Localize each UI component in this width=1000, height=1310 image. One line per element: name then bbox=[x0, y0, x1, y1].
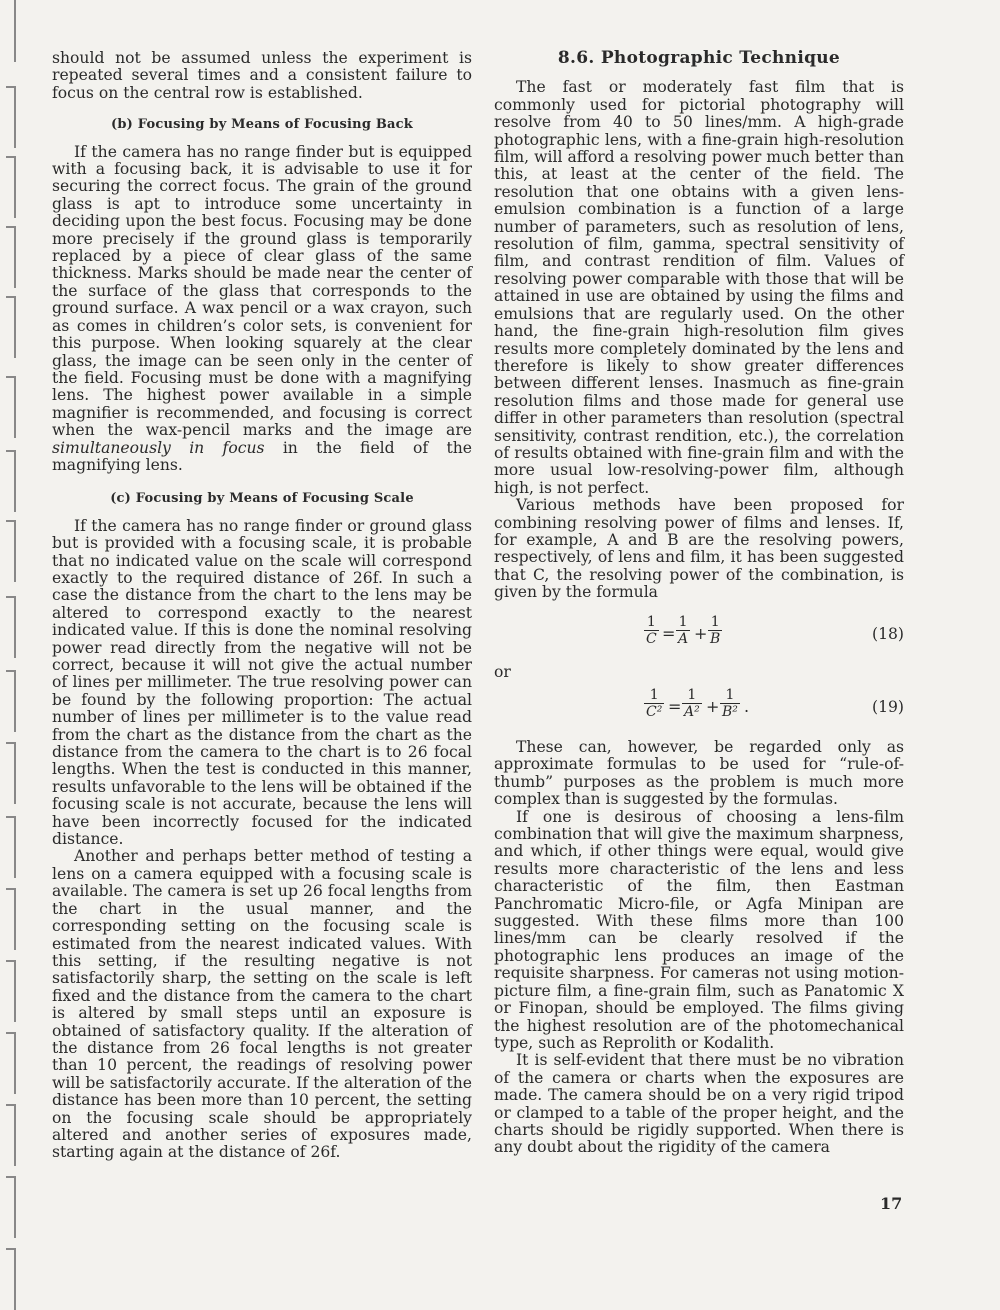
formula-18 bbox=[494, 614, 904, 658]
binding-ring bbox=[6, 0, 22, 62]
binding-ring bbox=[6, 816, 22, 878]
binding-ring bbox=[6, 86, 22, 148]
left-column bbox=[52, 50, 472, 1162]
binding-ring bbox=[6, 888, 22, 950]
binding-ring bbox=[6, 1248, 22, 1310]
fraction-one-over-b-squared: $\frac{1}{\text{B²}}$ bbox=[722, 687, 738, 720]
equals-sign: = bbox=[662, 623, 676, 643]
paragraph-intro: should not be assumed unless the experiment is repeated several times and a consistent failure to focus on the central row is established. bbox=[52, 49, 472, 102]
plus-sign: + bbox=[694, 623, 708, 643]
equation-number: (18) bbox=[871, 624, 904, 643]
binding-ring bbox=[6, 376, 22, 438]
binding-ring bbox=[6, 742, 22, 804]
binding-ring bbox=[6, 1104, 22, 1166]
binding-ring bbox=[6, 596, 22, 658]
binding-ring bbox=[6, 156, 22, 218]
fraction-one-over-c: $\frac{1}{C}$ bbox=[646, 613, 657, 647]
binding-ring bbox=[6, 450, 22, 512]
paragraph-lens-film: If one is desirous of choosing a lens-film combination that will give the maximum sharpness, and which, if other things were equal, would give results more characteristic of the lens and less characteristic of the film, then Eastman Panchromatic Micro-file, or Agfa Minipan are suggested. With these films more than 100 lines/mm can be clearly resolved if the photographic lens produces an image of the requisite sharpness. For cameras not using motion-picture film, a fine-grain film, such as Panatomic X or Finopan, should be employed. The films giving the highest resolution are of the photomechanical type, such as Reprolith or Kodalith. bbox=[494, 807, 904, 1052]
fraction-one-over-b: $\frac{1}{B}$ bbox=[710, 613, 721, 647]
binding-ring bbox=[6, 670, 22, 732]
period: . bbox=[744, 697, 750, 716]
binding-ring bbox=[6, 960, 22, 1022]
paragraph-another-method: Another and perhaps better method of testing a lens on a camera equipped with a focusing scale is available. The camera is set up 26 focal lengths from the chart in the usual manner, and the corresponding setting on the focusing scale is estimated from the nearest indicated values. With this setting, if the resulting negative is not satisfactorily sharp, the setting on the scale is left fixed and the distance from the camera to the chart is altered by small steps until an exposure is obtained of satisfactory quality. If the alteration of the distance from 26 focal lengths is not greater than 10 percent, the readings of resolving power will be satisfactorily accurate. If the alteration of the distance has been more than 10 percent, the setting on the focusing scale should be appropriately altered and another series of exposures made, starting again at the distance of 26f. bbox=[52, 847, 472, 1162]
heading-focusing-scale: (c) Focusing by Means of Focusing Scale bbox=[110, 491, 414, 507]
equals-sign: = bbox=[668, 697, 682, 716]
binding-ring bbox=[6, 1176, 22, 1238]
equation-number: (19) bbox=[871, 698, 904, 716]
binding-ring bbox=[6, 1032, 22, 1094]
paragraph-film-resolution: The fast or moderately fast film that is commonly used for pictorial photography will resolve from 40 to 50 lines/mm. A high-grade photographic lens, with a fine-grain high-resolution film, will afford a resolving power much better than this, at least at the center of the field. The resolution that one obtains with a given lens-emulsion combination is a function of a large number of parameters, such as resolution of lens, resolution of film, gamma, spectral sensitivity of film, and contrast rendition of film. Values of resolving power comparable with those that will be attained in use are obtained by using the films and emulsions that are regularly used. On the other hand, the fine-grain high-resolution film gives results more completely dominated by the lens and therefore is likely to show greater differences between different lenses. Inasmuch as fine-grain resolution films and those made for general use differ in other parameters than resolution (spectral sensitivity, contrast rendition, etc.), the correlation of results obtained with fine-grain film and with the more usual low-resolving-power film, although high, is not perfect. bbox=[494, 78, 904, 497]
paragraph-vibration: It is self-evident that there must be no vibration of the camera or charts when the exposures are made. The camera should be on a very rigid tripod or clamped to a table of the proper height, and the charts should be rigidly supported. When there is any doubt about the rigidity of the camera bbox=[494, 1051, 904, 1157]
or-text: or bbox=[494, 662, 511, 681]
paragraph-focusing-back bbox=[52, 144, 472, 475]
paragraph-focusing-scale: If the camera has no range finder or ground glass but is provided with a focusing scale, it is probable that no indicated value on the scale will correspond exactly to the required distance of 26f. In such a case the distance from the chart to the lens may be altered to correspond exactly to the nearest indicated value. If this is done the nominal resolving power read directly from the negative will not be correct, because it will not give the actual number of lines per millimeter. The true resolving power can be found by the following proportion: The actual number of lines per millimeter is to the value read from the chart as the distance from the chart as the distance from the camera to the chart is to 26 focal lengths. When the test is conducted in this manner, results unfavorable to the lens will be obtained if the focusing scale is not accurate, because the lens will have been incorrectly focused for the indicated distance. bbox=[52, 516, 472, 849]
binding-ring bbox=[6, 520, 22, 582]
heading-focusing-back: (b) Focusing by Means of Focusing Back bbox=[111, 117, 413, 133]
paragraph-text: If the camera has no range finder but is equipped with a focusing back, it is advisable to use it for securing the correct focus. The grain of the ground glass is apt to introduce some uncertainty in deciding upon the best focus. Focusing may be done more precisely if the ground glass is temporarily replaced by a piece of clear glass of the same thickness. Marks should be made near the center of the surface of the glass that corresponds to the ground surface. A wax pencil or a wax crayon, such as comes in children’s color sets, is convenient for this purpose. When looking squarely at the clear glass, the image can be seen only in the center of the field. Focusing must be done with a magnifying lens. The highest power available in a simple magnifier is recommended, and focusing is correct when the wax-pencil marks and the image are bbox=[52, 142, 472, 440]
page-number: 17 bbox=[880, 1194, 903, 1213]
plus-sign: + bbox=[706, 697, 720, 716]
spiral-binding bbox=[6, 0, 26, 1300]
binding-ring bbox=[6, 296, 22, 358]
paragraph-text: in the field of the magnifying lens. bbox=[52, 438, 472, 474]
emphasis-text: simultaneously in focus bbox=[52, 438, 265, 457]
fraction-one-over-a: $\frac{1}{A}$ bbox=[678, 613, 689, 647]
formula-19 bbox=[494, 687, 904, 731]
fraction-one-over-c-squared: $\frac{1}{\text{C²}}$ bbox=[646, 687, 663, 720]
binding-ring bbox=[6, 226, 22, 288]
right-column bbox=[494, 50, 904, 1157]
section-heading: 8.6. Photographic Technique bbox=[557, 48, 841, 68]
paragraph-approximate: These can, however, be regarded only as approximate formulas to be used for “rule-of-thumb” purposes as the problem is much more complex than is suggested by the formulas. bbox=[494, 738, 904, 809]
fraction-one-over-a-squared: $\frac{1}{\text{A²}}$ bbox=[684, 687, 700, 720]
paragraph-methods: Various methods have been proposed for combining resolving power of films and lenses. If, for example, A and B are the resolving powers, respectively, of lens and film, it has been suggested that C, the resolving power of the combination, is given by the formula bbox=[494, 496, 904, 602]
